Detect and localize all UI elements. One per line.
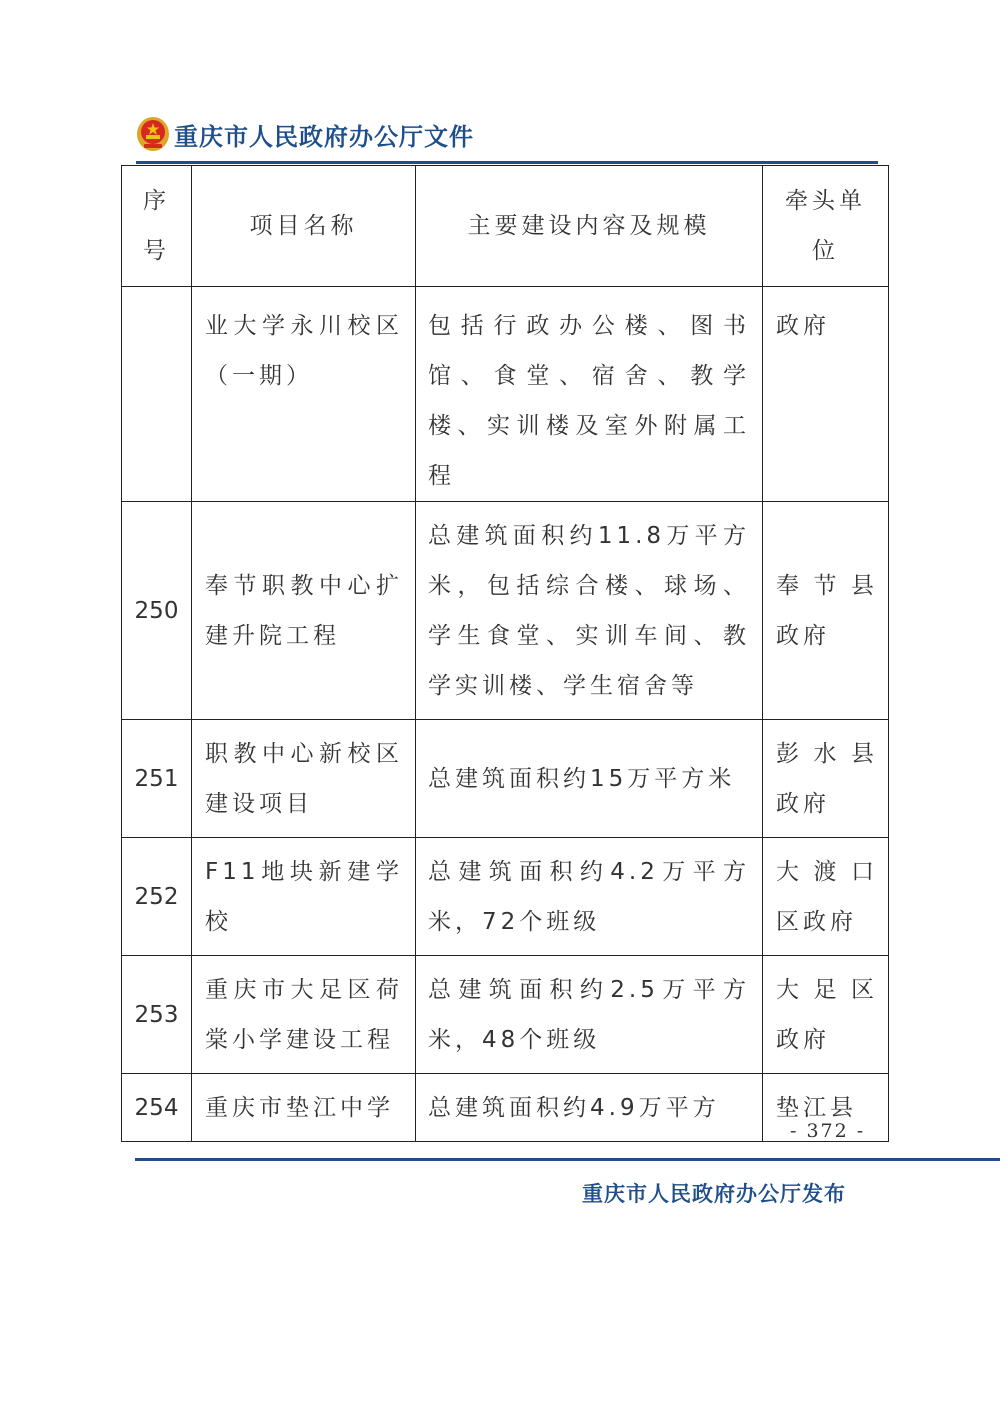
cell-content: 总建筑面积约2.5万平方米，48个班级 [416,956,763,1074]
column-header-name: 项目名称 [192,166,416,287]
cell-project-name: 奉节职教中心扩建升院工程 [192,502,416,720]
column-header-content: 主要建设内容及规模 [416,166,763,287]
cell-project-name: 职教中心新校区建设项目 [192,720,416,838]
table-header-row [122,166,889,287]
cell-lead-unit: 大渡口区政府 [763,838,889,956]
column-header-number: 序号 [122,166,192,287]
national-emblem-icon [136,116,170,152]
document-header-title: 重庆市人民政府办公厅文件 [174,121,474,151]
cell-number: 251 [122,720,192,838]
cell-project-name: 重庆市大足区荷棠小学建设工程 [192,956,416,1074]
column-header-lead-unit: 牵头单位 [763,166,889,287]
cell-lead-unit: 政府 [763,287,889,502]
cell-lead-unit: 大足区政府 [763,956,889,1074]
table-row [122,1074,889,1142]
cell-project-name: 重庆市垫江中学 [192,1074,416,1142]
cell-number: 253 [122,956,192,1074]
cell-lead-unit: 奉节县政府 [763,502,889,720]
table-row [122,502,889,720]
cell-content: 总建筑面积约4.9万平方 [416,1074,763,1142]
table-row [122,287,889,502]
cell-number [122,287,192,502]
cell-number: 254 [122,1074,192,1142]
page-number: - 372 - [790,1120,866,1142]
footer-divider [135,1158,1000,1161]
cell-project-name: 业大学永川校区（一期） [192,287,416,502]
cell-lead-unit: 垫江县 [763,1074,889,1142]
cell-number: 250 [122,502,192,720]
cell-content: 总建筑面积约15万平方米 [416,720,763,838]
cell-lead-unit: 彭水县政府 [763,720,889,838]
table-row [122,838,889,956]
project-table [121,165,889,1142]
cell-number: 252 [122,838,192,956]
cell-content: 包括行政办公楼、图书馆、食堂、宿舍、教学楼、实训楼及室外附属工程 [416,287,763,502]
cell-project-name: F11地块新建学校 [192,838,416,956]
footer-publisher: 重庆市人民政府办公厅发布 [582,1181,846,1206]
cell-content: 总建筑面积约4.2万平方米，72个班级 [416,838,763,956]
header-divider [136,161,878,164]
cell-content: 总建筑面积约11.8万平方米，包括综合楼、球场、学生食堂、实训车间、教学实训楼、学生宿舍等 [416,502,763,720]
table-row [122,720,889,838]
table-row [122,956,889,1074]
document-header [136,112,474,156]
